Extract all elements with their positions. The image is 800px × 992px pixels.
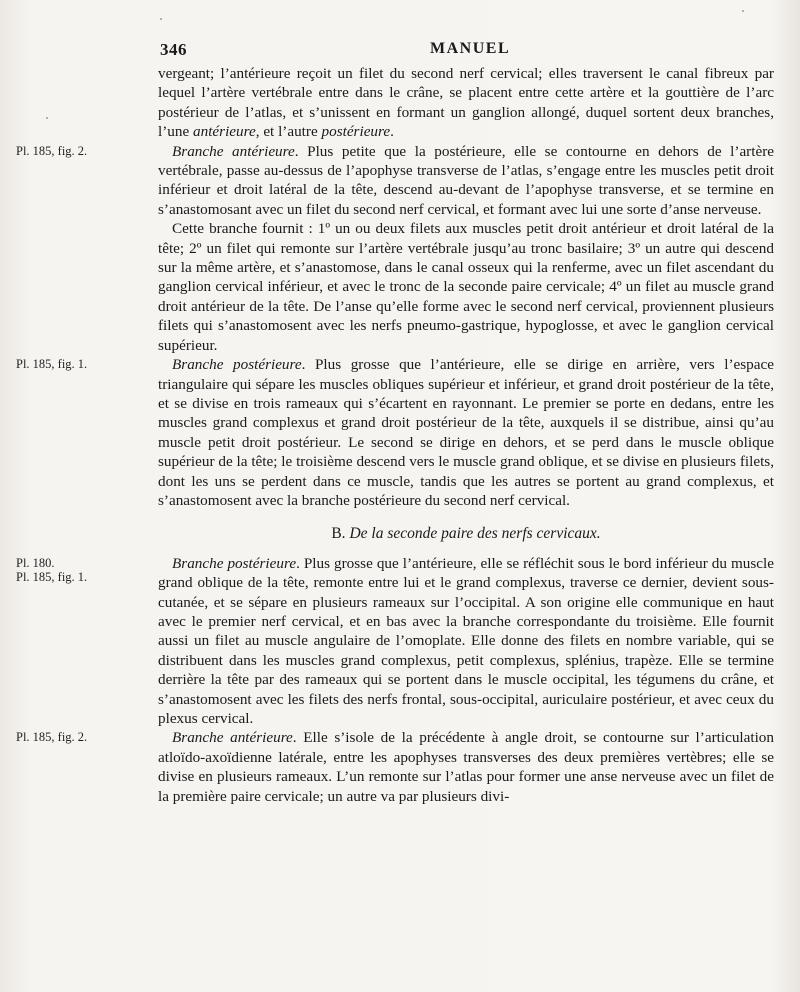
paper-speck [742, 10, 744, 12]
paragraph-block [158, 219, 774, 355]
paragraph: Cette branche fournit : 1º un ou deux filets aux muscles petit droit antérieur et droit latéral de la tête; 2º un filet qui remonte sur l’artère vertébrale jusqu’au tronc basilaire; 3º un autre qui descend sur la même artère, et s’anastomose, dans le canal osseux qui la renferme, avec un filet ascendant du ganglion cervical inférieur, et avec le tronc de la seconde paire cervicale; 4º un filet au muscle grand droit antérieur de la tête. De l’anse qu’elle forme avec le second nerf cervical, proviennent plusieurs filets qui s’anastomosent avec les nerfs pneumo-gastrique, hypoglosse, et avec le ganglion cervical supérieur. [158, 220, 774, 354]
page-body [16, 64, 775, 806]
paragraph: Branche postérieure. Plus grosse que l’antérieure, elle se réfléchit sous le bord inférieur du muscle grand oblique de la tête, remonte entre lui et le grand complexus, traverse ce dernier, devient sous-cutanée, et se sépare en plusieurs rameaux sur l’occipital. A son origine elle communique en haut avec le premier nerf cervical, et en bas avec la branche correspondante du troisième. Elle fournit aussi un filet au muscle angulaire de l’omoplate. Elle donne des filets en nombre variable, qui se distribuent dans les muscles grand complexus, petit complexus, splénius, trapèze. Elle se termine derrière la tête par des rameaux qui se portent dans le muscle occipital, les tégumens du crâne, et s’anastomosent avec les filets des nerfs frontal, sous-occipital, auriculaire postérieur, et avec ceux du plexus cervical. [158, 554, 774, 727]
paragraph-block [158, 64, 774, 142]
paragraph-lead: Branche postérieure [172, 356, 302, 374]
paragraph-block [16, 728, 774, 806]
margin-note-plate-ref: Pl. 180. Pl. 185, fig. 1. [16, 555, 88, 584]
emphasis: antérieure [193, 123, 256, 141]
paragraph-block [16, 554, 774, 729]
paragraph-block [16, 355, 775, 510]
section-title: De la seconde paire des nerfs cervicaux. [349, 525, 601, 543]
emphasis: postérieure [321, 123, 391, 141]
paragraph-lead: Branche antérieure [172, 729, 293, 747]
paragraph: Branche antérieure. Elle s’isole de la précédente à angle droit, se contourne sur l’articulation atloïdo-axoïdienne latérale, entre les apophyses transverses des deux premières vertèbres; elle se divise en plusieurs rameaux. L’un remonte sur l’atlas pour former une anse nerveuse avec un filet de la première paire cervicale; un autre va par plusieurs divi- [158, 729, 774, 805]
section-heading [158, 524, 774, 543]
margin-note-plate-ref: Pl. 185, fig. 1. [16, 357, 88, 372]
paragraph: Branche postérieure. Plus grosse que l’antérieure, elle se dirige en arrière, vers l’espace triangulaire qui sépare les muscles obliques supérieur et inférieur, et grand droit postérieur de la tête, et se divise en trois rameaux qui s’écartent en rayonnant. Le premier se porte en dedans, entre les muscles grand complexus et grand droit postérieur de la tête, auxquels il se distribue, ainsi qu’au muscle petit droit postérieur. Le second se dirige en dehors, et se perd dans le muscle oblique supérieur de la tête; le troisième descend vers le muscle grand oblique, et se divise en plusieurs filets, dont les uns se perdent dans ce muscle, tandis que les autres se portent au grand complexus, et s’anastomosent avec la branche postérieure du second nerf cervical. [158, 356, 775, 509]
running-title: MANUEL [430, 40, 511, 57]
paper-speck [46, 117, 48, 119]
section-letter: B. [331, 525, 346, 543]
paragraph-lead: Branche antérieure [172, 142, 295, 160]
paragraph: vergeant; l’antérieure reçoit un filet du second nerf cervical; elles traversent le canal fibreux par lequel l’artère vertébrale entre dans le crâne, se placent entre cette artère et la gouttière de l’arc postérieur de l’atlas, et s’unissent en formant un ganglion allongé, duquel sortent deux branches, l’une antérieure, et l’autre postérieure. [158, 65, 774, 141]
paragraph: Branche antérieure. Plus petite que la postérieure, elle se contourne en dehors de l’artère vertébrale, passe au-dessus de l’apophyse transverse de l’atlas, s’engage entre les muscles petit droit inférieur et droit latéral de la tête, descend au-devant de l’apophyse transverse, et se termine en s’anastomosant avec un filet du second nerf cervical, et formant avec lui une sorte d’anse nerveuse. [158, 142, 774, 218]
margin-note-plate-ref: Pl. 185, fig. 2. [16, 730, 88, 745]
paper-speck [160, 18, 162, 20]
page-number: 346 [160, 40, 187, 59]
paragraph-lead: Branche postérieure [172, 554, 297, 572]
margin-note-plate-ref: Pl. 185, fig. 2. [16, 143, 88, 158]
paragraph-block [16, 142, 774, 220]
page-header [160, 40, 780, 62]
